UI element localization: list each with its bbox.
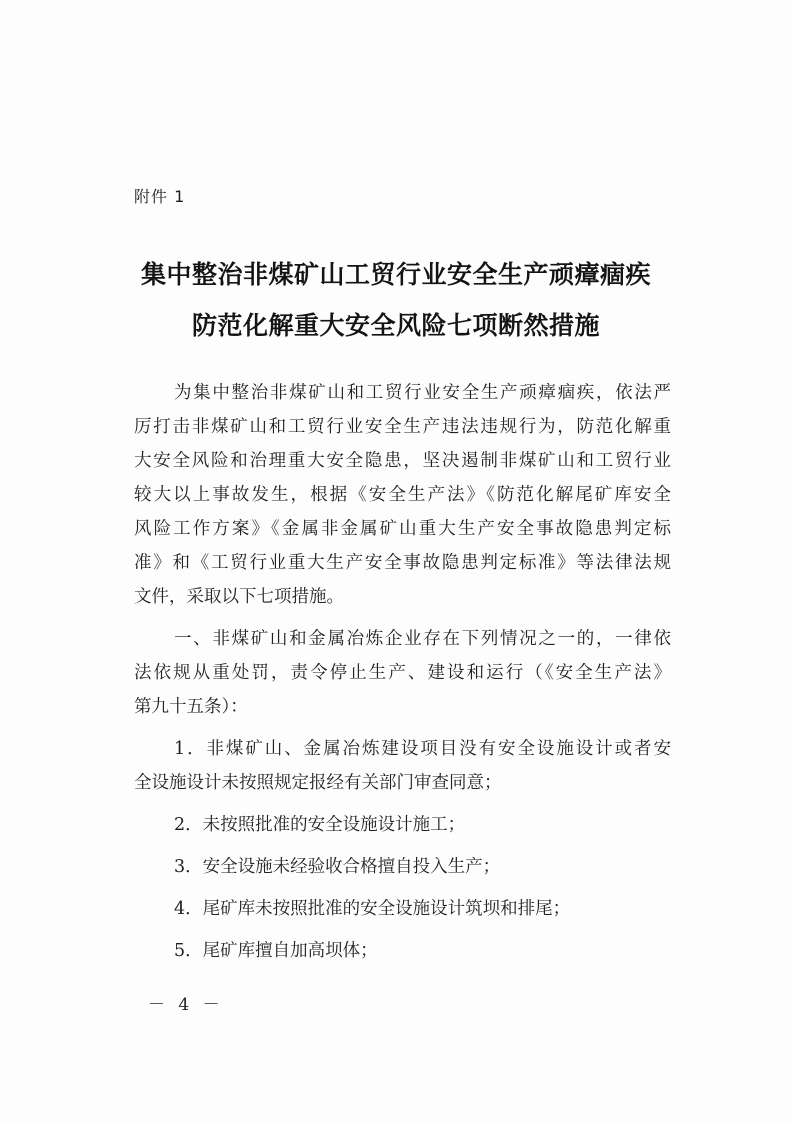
list-item-line: 全设施设计未按照规定报经有关部门审查同意；: [134, 773, 502, 793]
paragraph-line: 风险工作方案》《金属非金属矿山重大生产安全事故隐患判定标: [134, 519, 671, 539]
paragraph-line: 较大以上事故发生，根据《安全生产法》《防范化解尾矿库安全: [134, 485, 671, 505]
list-item-line: 3．安全设施未经验收合格擅自投入生产；: [174, 857, 501, 877]
document-title-line-1: 集中整治非煤矿山工贸行业安全生产顽瘴痼疾: [140, 260, 651, 289]
document-title-line-2: 防范化解重大安全风险七项断然措施: [191, 311, 600, 340]
paragraph-line: 为集中整治非煤矿山和工贸行业安全生产顽瘴痼疾，依法严: [174, 383, 671, 403]
list-item-line: 2．未按照批准的安全设施设计施工；: [174, 815, 466, 835]
paragraph-line: 准》和《工贸行业重大生产安全事故隐患判定标准》等法律法规: [134, 553, 671, 573]
paragraph-line: 大安全风险和治理重大安全隐患，坚决遏制非煤矿山和工贸行业: [134, 451, 671, 471]
paragraph-line: 法依规从重处罚，责令停止生产、建设和运行（《安全生产法》: [134, 663, 671, 683]
attachment-label: 附件 1: [134, 187, 186, 206]
paragraph-line: 一、非煤矿山和金属冶炼企业存在下列情况之一的，一律依: [174, 629, 671, 649]
paragraph-line: 文件，采取以下七项措施。: [134, 587, 344, 607]
list-item-line: 1．非煤矿山、金属冶炼建设项目没有安全设施设计或者安: [174, 739, 671, 759]
page-number: － 4 －: [148, 995, 224, 1015]
list-item-line: 4．尾矿库未按照批准的安全设施设计筑坝和排尾；: [174, 899, 571, 919]
list-item-line: 5．尾矿库擅自加高坝体；: [174, 941, 378, 961]
paragraph-line: 厉打击非煤矿山和工贸行业安全生产违法违规行为，防范化解重: [134, 417, 671, 437]
paragraph-line: 第九十五条）：: [134, 697, 248, 717]
